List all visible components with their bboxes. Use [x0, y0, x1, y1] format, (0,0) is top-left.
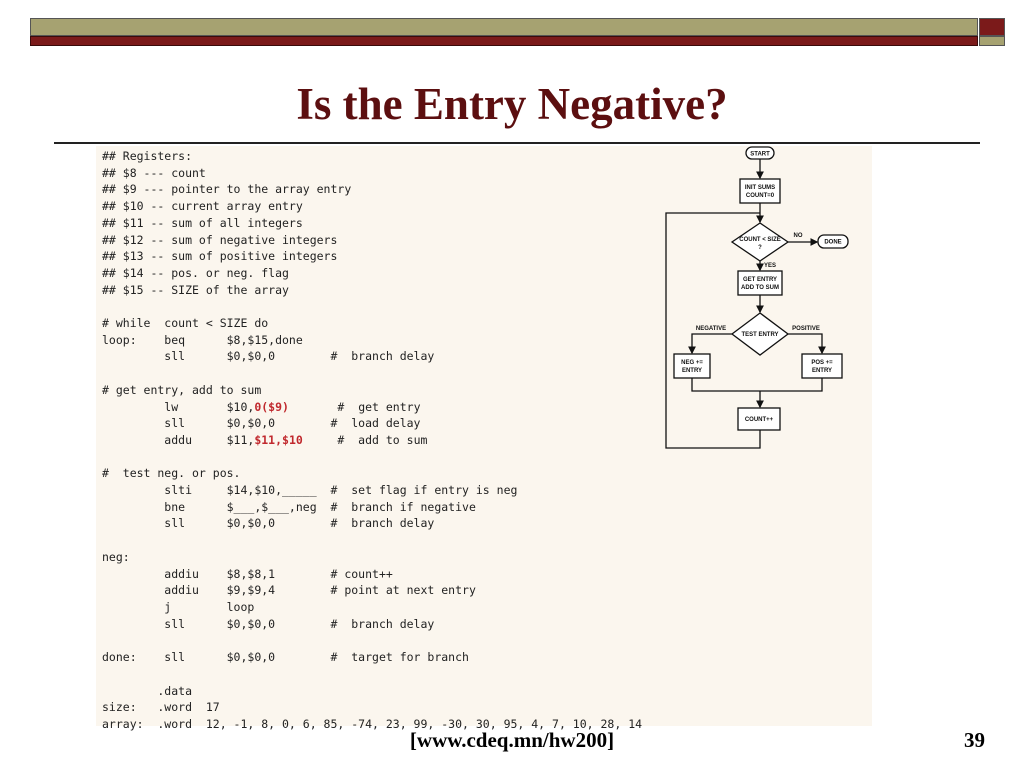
- code-text: addiu $9,$9,4 # point at next entry: [102, 583, 476, 598]
- header-bar-red: [30, 36, 978, 46]
- code-text: sll $0,$0,0 # branch delay: [102, 516, 435, 531]
- positive-label: POSITIVE: [792, 326, 820, 332]
- no-label: NO: [793, 233, 803, 239]
- count-label: COUNT++: [744, 417, 774, 423]
- code-text: sll $0,$0,0 # load delay: [102, 416, 421, 431]
- code-line: [102, 433, 427, 447]
- code-text: # get entry, add to sum: [102, 382, 262, 397]
- title-divider: [54, 142, 980, 144]
- code-text: size: .word 17: [102, 700, 220, 715]
- code-line: [102, 650, 469, 664]
- code-line: [102, 316, 268, 330]
- code-line: [102, 567, 393, 581]
- code-line: [102, 483, 517, 497]
- code-text: # get entry: [288, 399, 421, 414]
- code-text: ## $12 -- sum of negative integers: [102, 232, 338, 247]
- pos-node: [802, 354, 842, 378]
- page-number: 39: [964, 728, 985, 752]
- flow-arrow: [788, 334, 822, 353]
- pos-label-1: POS +=: [811, 360, 833, 366]
- code-highlight: 0($9): [254, 399, 289, 414]
- assembly-code: [102, 148, 642, 733]
- code-text: .data: [102, 683, 193, 698]
- header-bar-olive: [30, 18, 978, 36]
- condition-label-1: COUNT < SIZE: [739, 237, 781, 243]
- code-line: [102, 617, 434, 631]
- code-line: [102, 400, 421, 414]
- code-line: [102, 383, 261, 397]
- code-line: [102, 500, 476, 514]
- negative-label: NEGATIVE: [695, 326, 727, 332]
- corner-square-olive: [979, 36, 1005, 46]
- code-line: [102, 283, 289, 297]
- code-line: [102, 349, 434, 363]
- corner-square-red: [979, 18, 1005, 36]
- yes-label: YES: [763, 263, 777, 269]
- code-text: ## $13 -- sum of positive integers: [102, 249, 338, 264]
- code-line: [102, 583, 476, 597]
- code-text: addu $11,: [102, 432, 255, 447]
- code-text: loop: beq $8,$15,done: [102, 332, 303, 347]
- code-line: [102, 700, 220, 714]
- code-text: j loop: [102, 599, 255, 614]
- code-text: sll $0,$0,0 # branch delay: [102, 616, 435, 631]
- flow-arrow: [760, 378, 822, 391]
- code-text: # test neg. or pos.: [102, 466, 241, 481]
- code-line: [102, 550, 130, 564]
- code-text: neg:: [102, 549, 130, 564]
- code-text: ## $15 -- SIZE of the array: [102, 282, 289, 297]
- code-line: [102, 249, 337, 263]
- done-label: DONE: [824, 239, 842, 246]
- code-line: [102, 149, 192, 163]
- code-text: ## Registers:: [102, 149, 193, 163]
- code-text: slti $14,$10,_____ # set flag if entry is neg: [102, 483, 518, 498]
- code-text: array: .word 12, -1, 8, 0, 6, 85, -74, 23, 99, -30, 30, 95, 4, 7, 10, 28, 14: [102, 716, 643, 731]
- test-label: TEST ENTRY: [741, 332, 779, 338]
- code-line: [102, 516, 434, 530]
- neg-node: [674, 354, 710, 378]
- code-line: [102, 684, 192, 698]
- code-line: [102, 233, 337, 247]
- code-line: [102, 216, 303, 230]
- code-line: [102, 600, 254, 614]
- code-line: [102, 182, 351, 196]
- start-label: START: [750, 151, 770, 158]
- init-node: [740, 179, 780, 203]
- pos-label-2: ENTRY: [811, 368, 833, 374]
- get-entry-label-2: ADD TO SUM: [741, 285, 779, 291]
- code-text: # while count < SIZE do: [102, 316, 269, 331]
- init-label-2: COUNT=0: [745, 193, 775, 199]
- code-line: [102, 416, 421, 430]
- neg-label-1: NEG +=: [681, 360, 703, 366]
- code-line: [102, 199, 303, 213]
- code-text: ## $11 -- sum of all integers: [102, 215, 303, 230]
- flow-arrow: [692, 334, 732, 353]
- code-text: addiu $8,$8,1 # count++: [102, 566, 393, 581]
- code-line: [102, 333, 303, 347]
- code-text: sll $0,$0,0 # branch delay: [102, 349, 435, 364]
- code-line: [102, 466, 240, 480]
- code-text: ## $14 -- pos. or neg. flag: [102, 265, 289, 280]
- code-text: done: sll $0,$0,0 # target for branch: [102, 650, 469, 665]
- code-text: ## $8 --- count: [102, 165, 206, 180]
- slide-title: Is the Entry Negative?: [296, 79, 728, 129]
- figure-panel: [96, 146, 872, 731]
- neg-label-2: ENTRY: [681, 368, 703, 374]
- code-highlight: $11,$10: [254, 432, 303, 447]
- code-text: ## $10 -- current array entry: [102, 199, 303, 214]
- code-line: [102, 266, 289, 280]
- flow-arrow: [692, 378, 760, 391]
- condition-label-2: ?: [758, 245, 762, 251]
- get-entry-label-1: GET ENTRY: [742, 277, 778, 283]
- code-text: lw $10,: [102, 399, 255, 414]
- init-label-1: INIT SUMS: [744, 185, 776, 191]
- flowchart: [664, 146, 872, 456]
- get-entry-node: [738, 271, 782, 295]
- code-text: bne $___,$___,neg # branch if negative: [102, 499, 476, 514]
- code-text: # add to sum: [302, 432, 428, 447]
- code-text: ## $9 --- pointer to the array entry: [102, 182, 352, 197]
- code-line: [102, 166, 206, 180]
- source-link: [www.cdeq.mn/hw200]: [409, 728, 615, 752]
